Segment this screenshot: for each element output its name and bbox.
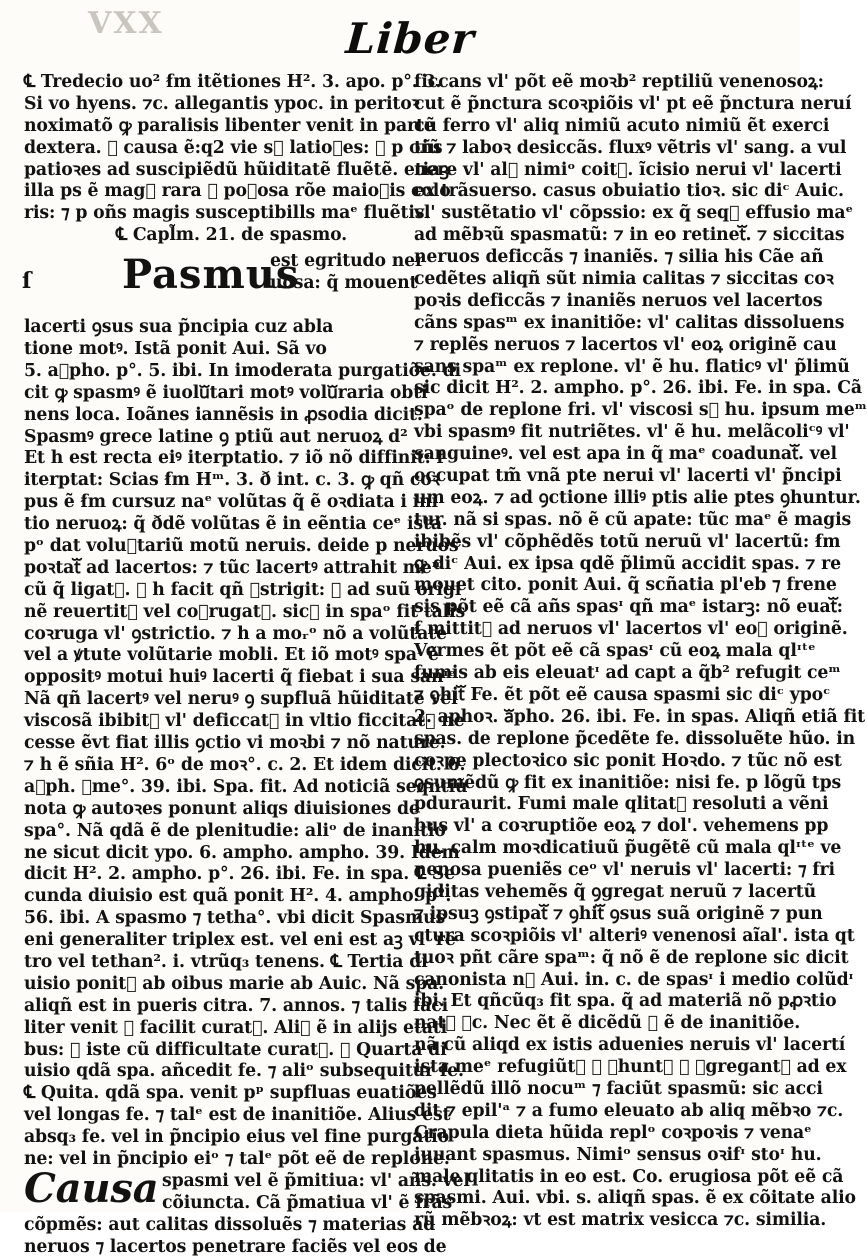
text-line: absq₃ fe. vel in p̃ncipio eius vel fine purgatio — [24, 1127, 449, 1148]
text-line: hu. calm moꝛdicatiuũ p̃ugẽtẽ cũ mala qlᶦᵗᵉ ve — [414, 838, 842, 859]
text-line: tio neruoꝝ: q̃ ðdẽ volũtas ẽ in eẽntia ceᵉ ista — [24, 514, 442, 535]
text-line: bus: ⁊ iste cũ difficultate curatᷓ. ℄ Quarta di — [24, 1039, 447, 1060]
text-line: nota ꝙ autoꝛes ponunt aliqs diuisiones de — [24, 798, 420, 819]
text-line: 5. aᷓpho. p°. 5. ibi. In imoderata purgatiõe. di — [24, 360, 461, 381]
text-line: sis põt eẽ cã añs spasᶦ qñ maᵉ istarꝫ: nõ euatᷓ: — [414, 597, 843, 618]
text-line: nens loca. Ioãnes iannẽsis in ꝓsodia dicit. — [24, 404, 423, 425]
text-line: cõpmẽs: aut calitas dissoluẽs ⁊ materias ad — [24, 1214, 436, 1235]
text-line: tiũ ⁊ laboꝛ desiccãs. fluxꝰ vẽtris vl' sang. a vul — [414, 137, 847, 158]
text-line: cedẽtes aliqñ sũt nimia calitas ⁊ siccitas coꝛ — [414, 269, 834, 290]
right-column — [414, 72, 867, 1232]
text-line: cãns spasᵐ ex inanitiõe: vl' calitas dissoluens — [414, 312, 845, 333]
text-line: cesse ẽvt fiat illis ꝯctio vi moꝛbi ⁊ nõ nature. — [24, 733, 446, 754]
text-line: Spasmꝰ grece latine ꝯ ptiũ aut neruoꝝ d² — [24, 426, 408, 447]
text-line: ℄ Tredecio uo² ẜm itẽtiones H². 3. apo. p°. 3. — [24, 72, 442, 92]
text-line: aᷓph. ꝯme°. 39. ibi. Spa. fit. Ad noticiã seqntiũ — [24, 776, 468, 797]
text-line: lacerti ꝯsus sua p̃ncipia cuz abla — [24, 317, 334, 338]
text-line: pᵒ dat voluᷓtariũ motũ neruis. deide p neruos — [24, 536, 459, 557]
page-header-title: Liber — [344, 14, 477, 63]
text-line: tro vel tethan². i. vtrũq₃ tenens. ℄ Tertia di — [24, 951, 428, 972]
text-line: coꝛpe plectoꝛico sic ponit Hoꝛdo. ⁊ tũc nõ est — [414, 750, 842, 771]
text-line: spaᵒ de replone fri. vl' viscosi sᷓ hu. ipsum meᵐ — [414, 400, 867, 421]
text-line: Crapula dieta hũida replᵒ coꝛpoꝛis ⁊ venaᵉ — [414, 1122, 812, 1143]
text-line: pus ẽ ẜm cursuz naᵉ volũtas q̃ ẽ oꝛdiata i ini — [24, 492, 438, 513]
left-body-lines — [24, 317, 468, 1171]
text-line: Nã qñ lacertꝰ vel neruꝰ ꝯ supfluã hũiditate vel — [24, 689, 458, 710]
text-line: fumis ab eis eleuatᶦ ad capt a q̃b² refugit ceᵐ — [414, 663, 841, 684]
text-line: ista meᵉ refugiũtᷓ ⁊ ꝯhuntᷓ ⁊ ꝯgregantᷓ ad ex — [414, 1057, 847, 1078]
text-line: Et h est recta eiꝰ iterptatio. ⁊ iõ nõ diffinit: ẜ — [24, 448, 444, 469]
text-line: cũ ferro vl' aliq nimiũ acuto nimiũ ẽt exerci — [414, 115, 830, 136]
text-line: tione motꝰ. Istã ponit Aui. Sã vo — [24, 339, 327, 360]
text-line: bus vl' a coꝛruptiõe eoꝝ ⁊ dol'. vehemens pp — [414, 816, 829, 837]
chapter-initial-word: Pasmus — [122, 251, 300, 299]
text-line: Si vo hyens. ⁊c. allegantis ypoc. in peritoꝛ — [24, 93, 420, 114]
text-line: sans spaᵐ ex replone. vl' ẽ hu. flaticꝰ vl' p̃limũ — [414, 356, 850, 377]
text-line: aliqñ est in pueris citra. 7. annos. ⁊ talis faci — [24, 995, 449, 1016]
text-line: ⁊ h ẽ sñia H². 6ᵒ de moꝛ°. c. 2. Et idem dicit. 6. — [24, 754, 466, 775]
left-top-lines — [24, 72, 451, 247]
text-line: neruos deficcãs ⁊ inaniẽs. ⁊ silia his Cãe añ — [414, 247, 824, 268]
text-line: giditas vehemẽs q̃ ꝯgregat neruũ ⁊ lacertũ — [414, 881, 817, 902]
text-line: mouet cito. ponit Aui. q̃ scñatia pl'eb ⁊ frene — [414, 575, 837, 596]
margin-mark: ſ — [22, 268, 32, 294]
text-line: occupat tm̃ vnã pte nerui vl' lacerti vl' p̃ncipi — [414, 466, 842, 487]
text-line: male qlitatis in eo est. Co. erugiosa põt eẽ cã — [414, 1166, 844, 1187]
text-line: coꝛruga vl' ꝯstrictio. ⁊ h a moᵣᵒ nõ a volũtate — [24, 623, 447, 644]
text-line: tuoꝛ pñt cãre spaᵐ: q̃ nõ ẽ de replone sic dicit — [414, 947, 849, 968]
text-line: ad mẽbꝛũ spasmatũ: ⁊ in eo retinetᷓ. ⁊ siccitas — [414, 225, 845, 246]
text-line: nẽ reuertitᷓ vel coꝛrugatᷓ. sicᷓ in spaᵒ fit talis — [24, 601, 466, 622]
text-line: sic dicit H². 2. ampho. p°. 26. ibi. Fe. in spa. Cã — [414, 378, 862, 399]
text-line: neruos ⁊ lacertos penetrare faciẽs vel eos de — [24, 1236, 447, 1257]
text-line: 2. aphoꝛ. aᷓpho. 26. ibi. Fe. in spas. Aliqñ etiã fit — [414, 706, 865, 727]
text-line: oppositꝰ motui huiꝰ lacerti q̃ fiebat i sua sanᶦᵉ — [24, 667, 456, 688]
text-line: ⁊ replẽs neruos ⁊ lacertos vl' eoꝝ originẽ cau — [414, 334, 837, 355]
text-line: ibibẽs vl' cõphẽdẽs totũ neruũ vl' lacertũ: ẜm — [414, 531, 841, 552]
text-line: 56. ibi. A spasmo ⁊ tetha°. vbi dicit Spasmus — [24, 908, 446, 929]
text-line: dicit H². 2. ampho. p°. 26. ibi. Fe. in spa. ℄ Se — [24, 864, 455, 885]
text-line: spas. de replone p̃cedẽte fe. dissoluẽte hũo. in — [414, 728, 856, 749]
text-line: canonista nᷓ Aui. in. c. de spasᶦ i medio colũdᶦ — [414, 969, 854, 990]
text-line: ex trãsuerso. casus obuiatio tioꝛ. sic diᶜ Auic. — [414, 181, 844, 202]
text-line: ibi. Et qñcũq₃ fit spa. q̃ ad materiã nõ pꝓꝛtio — [414, 991, 837, 1012]
text-line: Vermes ẽt põt eẽ cã spasᶦ cũ eoꝝ mala qlᶦᵗᵉ — [414, 641, 816, 662]
text-line: liter venit ⁊ facilit curatᷓ. Aliꝰ ẽ in alijs etati — [24, 1017, 448, 1038]
text-line: ris: ⁊ p oñs magis susceptibills maᵉ fluẽtis. — [24, 203, 431, 224]
text-line: illa ps ẽ magᷓ rara ⁊ poꝛosa rõe maioꝛis colo — [24, 181, 451, 202]
text-line: patioꝛes ad suscipiẽdũ hũiditatẽ fluẽtẽ. etiaꝫ — [24, 159, 449, 180]
text-line: rũ mẽbꝛoꝝ: vt est matrix vesicca ⁊c. similia. — [414, 1210, 827, 1231]
text-line: vel longas fe. ⁊ talᵉ est de inanitiõe. Alius est — [24, 1105, 451, 1126]
causa-section — [24, 1164, 470, 1215]
text-line: uosa: q̃ mouent — [270, 273, 418, 294]
text-line: vel a ꝟtute volũtarie mobli. Et iõ motꝰ spaᶦ ẽ — [24, 645, 439, 666]
text-line: eni generaliter triplex est. vel eni est aꝫ vl' re — [24, 930, 456, 951]
chapter-heading: ℄ Capl̃m. 21. de spasmo. — [116, 225, 348, 246]
text-line: viscosã ibibitᷓ vl' deficcatᷓ in vltio ficcitatᷓ ne — [24, 711, 465, 732]
text-line: ne: vel in p̃ncipio eiᵒ ⁊ talᵉ põt eẽ de replone. — [24, 1148, 450, 1169]
text-line: iuuant spasmus. Nimiᵒ sensus oꝛifᶦ stoᶦ hu. — [414, 1144, 822, 1165]
text-line: cut ẽ p̃nctura scoꝛpiõis vl' pt eẽ p̃nctura neruí — [414, 93, 852, 114]
text-line: uisio qdã spa. añcedit fe. ⁊ aliᵒ subsequitur fe. — [24, 1061, 464, 1082]
text-line: spasmi vel ẽ p̃mitiua: vl' añs. vel — [162, 1170, 470, 1191]
text-line: cunda diuisio est quã ponit H². 4. ampho. p°. — [24, 886, 452, 907]
left-column — [24, 72, 470, 1259]
text-line: natᷓ ⁊c. Nec ẽt ẽ dicẽdũ ꝙ ẽ de inanitiõe. — [414, 1013, 801, 1034]
chapter-opening — [24, 251, 424, 317]
text-line: ⁊ ipsuꝫ ꝯstipatᷓ ⁊ ꝯhitᷓ ꝯsus suã originẽ ⁊ pun — [414, 903, 823, 924]
text-line: vbi spasmꝰ fit nutriẽtes. vl' ẽ hu. melãcoliᶜꝰ vl' — [414, 422, 850, 443]
text-line: ꝯsumẽdũ ꝙ fit ex inanitiõe: nisi fe. p lõgũ tps — [414, 772, 842, 793]
text-line: poꝛtatᷓ ad lacertos: ⁊ tũc lacertꝰ attrahit meᵐ — [24, 557, 445, 578]
left-end-lines — [24, 1214, 447, 1259]
text-line: uisio ponitᷓ ab oibus marie ab Auic. Nã spa. — [24, 973, 444, 994]
text-line: ⁊ ꝯhitᷓ Fe. ẽt põt eẽ causa spasmi sic diᶜ ypoᶜ — [414, 684, 831, 705]
text-line: ctura scoꝛpiõis vl' alteriꝰ venenosi aĩal'. ista qt — [414, 925, 855, 946]
text-line: um eoꝝ. ⁊ ad ꝯctione illiꝰ ptis alie ptes ꝯhuntur. — [414, 487, 861, 508]
text-line: cũ q̃ ligatᷓ. ⁊ h facit qñ ꝯstrigit: ⁊ ad suũ origi — [24, 579, 462, 600]
text-line: cõiuncta. Cã p̃matiua vl' ẽ frãs — [162, 1192, 453, 1213]
text-line: nã cũ aliqd ex istis aduenies neruis vl' lacertí — [414, 1035, 846, 1056]
text-line: iterptat: Scias ẜm Hᵐ. 3. ð int. c. 3. ꝙ qñ coꝛ — [24, 470, 440, 491]
bleed-through-text: VXX — [88, 6, 164, 41]
text-line: spa°. Nã qdã ẽ de plenitudie: aliᵒ de inanitio — [24, 820, 446, 841]
text-line: est egritudo ner — [270, 251, 424, 272]
text-line: ꝙ diᶜ Aui. ex ipsa qdẽ p̃limũ accidit spas. ⁊ re — [414, 553, 841, 574]
text-line: poꝛis deficcãs ⁊ inaniẽs neruos vel lacertos — [414, 290, 823, 311]
text-line: ℄ Quita. qdã spa. venit pᵖ supfluas euatiões — [24, 1083, 437, 1104]
text-line: sanguineꝰ. vel est apa in q̃ maᵉ coadunatᷓ. vel — [414, 444, 837, 465]
text-line: tur. nã si spas. nõ ẽ cũ apate: tũc maᵉ ẽ magis — [414, 509, 852, 530]
text-line: ficcans vl' põt eẽ moꝛb² reptiliũ venenosoꝝ: — [414, 72, 824, 92]
text-line: ẜ mittitᷓ ad neruos vl' lacertos vl' eoꝝ originẽ. — [414, 619, 848, 640]
text-line: spasmi. Aui. vbi. s. aliqñ spas. ẽ ex cõitate alio — [414, 1188, 856, 1209]
text-line: pellẽdũ illõ nocuᵐ ⁊ faciũt spasmũ: sic acci — [414, 1078, 823, 1099]
text-line: dextera. ⁊ causa ẽ:q2 vie sᷓ latioꝛes: ⁊ p oñs — [24, 137, 443, 158]
text-line: ne sicut dicit ypo. 6. ampho. ampho. 39. Idem — [24, 842, 460, 863]
text-line: cit ꝙ spasmꝰ ẽ iuoluᷓtari motꝰ voluᷓraria obti — [24, 382, 428, 403]
causa-initial-word: Causa — [24, 1164, 159, 1212]
text-line: noximatõ ꝙ paralisis libenter venit in parte — [24, 115, 435, 136]
text-line: vl' sustẽtatio vl' cõpssio: ex q̃ seqᷓ effusio maᵉ — [414, 203, 854, 224]
text-line: nere vl' alᷓ nimiᵒ coitꝰ. ĩcisio nerui vl' lacerti — [414, 159, 842, 180]
text-line: nenosa pueniẽs ceᵒ vl' neruis vl' lacerti: ⁊ fri — [414, 860, 835, 881]
text-line: dit ⁊ epil'ᵃ ⁊ a fumo eleuato ab aliq mẽbꝛo ⁊c. — [414, 1100, 844, 1121]
text-line: pduraurit. Fumi male qlitatᷓ resoluti a vẽni — [414, 794, 829, 815]
